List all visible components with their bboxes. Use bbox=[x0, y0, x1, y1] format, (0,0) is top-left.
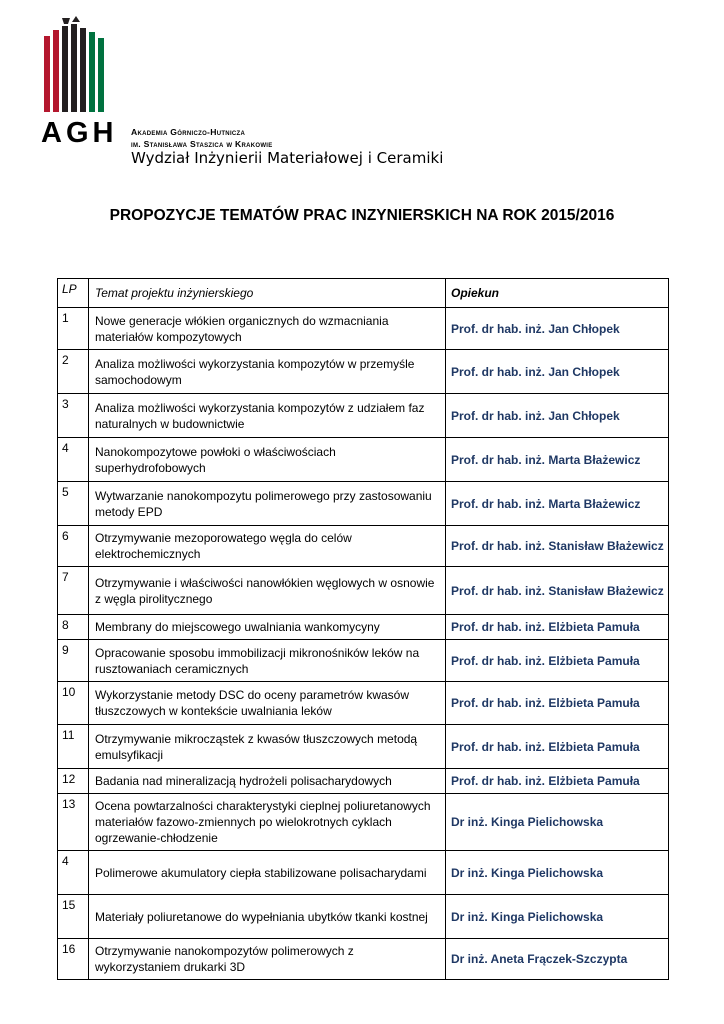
table-row bbox=[58, 482, 669, 526]
row-lp: 7 bbox=[58, 567, 89, 615]
row-supervisor: Dr inż. Kinga Pielichowska bbox=[446, 794, 669, 851]
row-supervisor: Dr inż. Aneta Frączek-Szczypta bbox=[446, 939, 669, 980]
row-lp: 4 bbox=[58, 851, 89, 895]
header-supervisor: Opiekun bbox=[446, 279, 669, 308]
row-supervisor: Dr inż. Kinga Pielichowska bbox=[446, 851, 669, 895]
table-row bbox=[58, 939, 669, 980]
row-supervisor: Prof. dr hab. inż. Marta Błażewicz bbox=[446, 438, 669, 482]
row-topic: Badania nad mineralizacją hydrożeli polisacharydowych bbox=[89, 769, 446, 794]
row-supervisor: Prof. dr hab. inż. Elżbieta Pamuła bbox=[446, 615, 669, 640]
row-supervisor: Prof. dr hab. inż. Stanisław Błażewicz bbox=[446, 526, 669, 567]
row-supervisor: Prof. dr hab. inż. Elżbieta Pamuła bbox=[446, 682, 669, 725]
table-row bbox=[58, 769, 669, 794]
row-lp: 4 bbox=[58, 438, 89, 482]
table-row bbox=[58, 640, 669, 682]
header-lp: LP bbox=[58, 279, 89, 308]
row-topic: Wykorzystanie metody DSC do oceny parametrów kwasów tłuszczowych w kontekście uwalniania leków bbox=[89, 682, 446, 725]
table-row bbox=[58, 308, 669, 350]
logo-bar-black-3 bbox=[80, 28, 86, 112]
row-lp: 2 bbox=[58, 350, 89, 394]
table-row bbox=[58, 682, 669, 725]
table-row bbox=[58, 794, 669, 851]
row-topic: Wytwarzanie nanokompozytu polimerowego przy zastosowaniu metody EPD bbox=[89, 482, 446, 526]
row-supervisor: Prof. dr hab. inż. Elżbieta Pamuła bbox=[446, 725, 669, 769]
table-row bbox=[58, 567, 669, 615]
row-supervisor: Prof. dr hab. inż. Jan Chłopek bbox=[446, 394, 669, 438]
row-lp: 5 bbox=[58, 482, 89, 526]
row-topic: Membrany do miejscowego uwalniania wankomycyny bbox=[89, 615, 446, 640]
row-lp: 11 bbox=[58, 725, 89, 769]
row-supervisor: Dr inż. Kinga Pielichowska bbox=[446, 895, 669, 939]
table-row bbox=[58, 895, 669, 939]
logo-bar-black-2 bbox=[71, 24, 77, 112]
academy-name bbox=[131, 126, 273, 150]
row-topic: Opracowanie sposobu immobilizacji mikronośników leków na rusztowaniach ceramicznych bbox=[89, 640, 446, 682]
document-title: PROPOZYCJE TEMATÓW PRAC INZYNIERSKICH NA ROK 2015/2016 bbox=[109, 207, 615, 224]
logo-bar-green-2 bbox=[98, 38, 104, 112]
row-lp: 13 bbox=[58, 794, 89, 851]
row-topic: Analiza możliwości wykorzystania kompozytów w przemyśle samochodowym bbox=[89, 350, 446, 394]
row-supervisor: Prof. dr hab. inż. Elżbieta Pamuła bbox=[446, 769, 669, 794]
faculty-name: Wydział Inżynierii Materiałowej i Ceramiki bbox=[131, 149, 444, 167]
table-row bbox=[58, 851, 669, 895]
logo-bar-red-2 bbox=[53, 30, 59, 112]
row-supervisor: Prof. dr hab. inż. Jan Chłopek bbox=[446, 350, 669, 394]
row-supervisor: Prof. dr hab. inż. Jan Chłopek bbox=[446, 308, 669, 350]
table-row bbox=[58, 394, 669, 438]
row-topic: Analiza możliwości wykorzystania kompozytów z udziałem faz naturalnych w budownictwie bbox=[89, 394, 446, 438]
table-header-row bbox=[58, 279, 669, 308]
header-topic: Temat projektu inżynierskiego bbox=[89, 279, 446, 308]
row-lp: 3 bbox=[58, 394, 89, 438]
logo-bar-red-1 bbox=[44, 36, 50, 112]
row-topic: Otrzymywanie mezoporowatego węgla do celów elektrochemicznych bbox=[89, 526, 446, 567]
row-topic: Ocena powtarzalności charakterystyki cieplnej poliuretanowych materiałów fazowo-zmiennych po wielokrotnych cyklach ogrzewanie-chłodzenie bbox=[89, 794, 446, 851]
row-lp: 9 bbox=[58, 640, 89, 682]
row-supervisor: Prof. dr hab. inż. Stanisław Błażewicz bbox=[446, 567, 669, 615]
row-topic: Nowe generacje włókien organicznych do wzmacniania materiałów kompozytowych bbox=[89, 308, 446, 350]
row-supervisor: Prof. dr hab. inż. Elżbieta Pamuła bbox=[446, 640, 669, 682]
row-lp: 12 bbox=[58, 769, 89, 794]
table-row bbox=[58, 725, 669, 769]
row-lp: 6 bbox=[58, 526, 89, 567]
table-row bbox=[58, 350, 669, 394]
row-topic: Otrzymywanie i właściwości nanowłókien węglowych w osnowie z węgla pirolitycznego bbox=[89, 567, 446, 615]
table-row bbox=[58, 438, 669, 482]
row-topic: Nanokompozytowe powłoki o właściwościach superhydrofobowych bbox=[89, 438, 446, 482]
table-row bbox=[58, 526, 669, 567]
table-row bbox=[58, 615, 669, 640]
row-topic: Otrzymywanie nanokompozytów polimerowych z wykorzystaniem drukarki 3D bbox=[89, 939, 446, 980]
agh-logo bbox=[42, 16, 114, 112]
academy-line-1: Akademia Górniczo-Hutnicza bbox=[131, 127, 246, 137]
agh-wordmark: AGH bbox=[41, 117, 118, 149]
row-topic: Polimerowe akumulatory ciepła stabilizowane polisacharydami bbox=[89, 851, 446, 895]
row-topic: Materiały poliuretanowe do wypełniania ubytków tkanki kostnej bbox=[89, 895, 446, 939]
row-lp: 15 bbox=[58, 895, 89, 939]
row-topic: Otrzymywanie mikrocząstek z kwasów tłuszczowych metodą emulsyfikacji bbox=[89, 725, 446, 769]
logo-crossed-hammers-icon bbox=[62, 16, 80, 24]
row-supervisor: Prof. dr hab. inż. Marta Błażewicz bbox=[446, 482, 669, 526]
row-lp: 1 bbox=[58, 308, 89, 350]
row-lp: 8 bbox=[58, 615, 89, 640]
logo-bar-green-1 bbox=[89, 32, 95, 112]
academy-line-2: im. Stanisława Staszica w Krakowie bbox=[131, 139, 273, 149]
logo-bar-black-1 bbox=[62, 26, 68, 112]
topics-table bbox=[57, 278, 669, 980]
row-lp: 16 bbox=[58, 939, 89, 980]
row-lp: 10 bbox=[58, 682, 89, 725]
